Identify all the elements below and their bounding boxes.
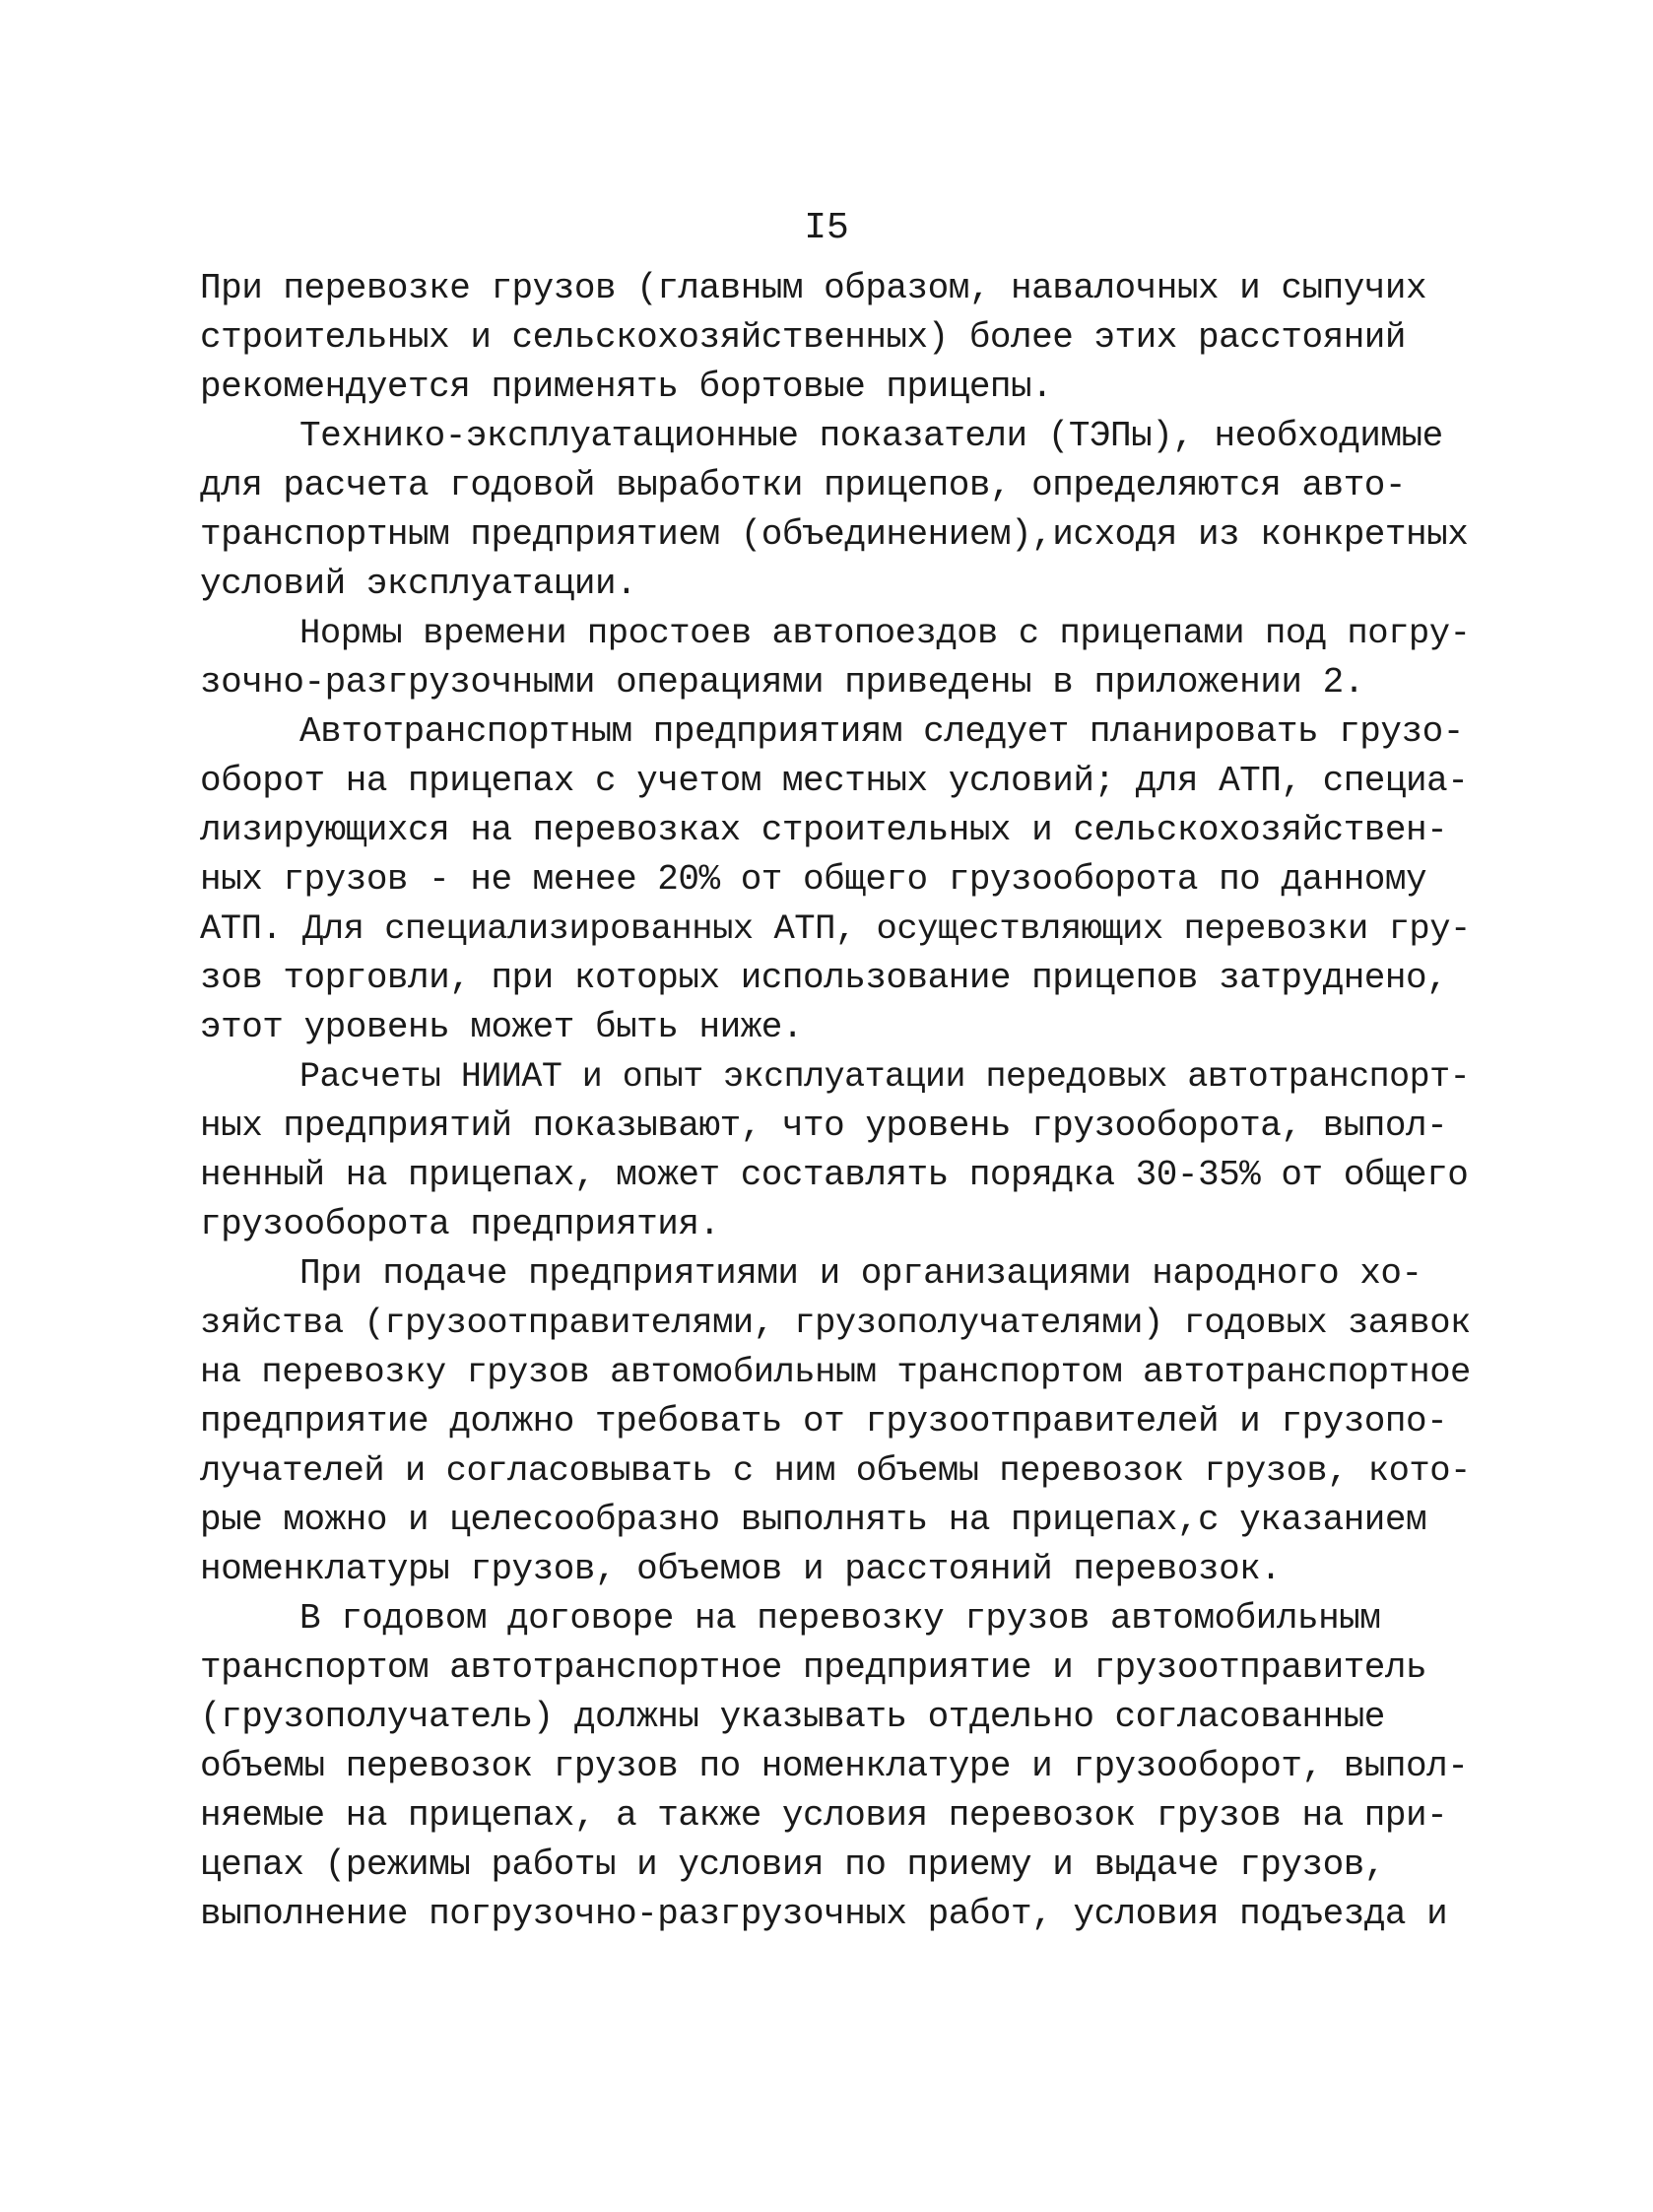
text-line: условий эксплуатации.: [200, 564, 637, 604]
text-line: зочно-разгрузочными операциями приведены в приложении 2.: [200, 662, 1364, 703]
text-line: объемы перевозок грузов по номенклатуре и грузооборот, выпол-: [200, 1746, 1469, 1786]
text-line: оборот на прицепах с учетом местных условий; для АТП, специа-: [200, 761, 1469, 801]
text-line: этот уровень может быть ниже.: [200, 1007, 804, 1047]
text-line: зяйства (грузоотправителями, грузополучателями) годовых заявок: [200, 1303, 1471, 1343]
text-line: предприятие должно требовать от грузоотправителей и грузопо-: [200, 1401, 1448, 1441]
text-line: транспортным предприятием (объединением),исходя из конкретных: [200, 514, 1469, 555]
text-line: ненный на прицепах, может составлять порядка 30-35% от общего: [200, 1155, 1469, 1195]
text-line: (грузополучатель) должны указывать отдельно согласованные: [200, 1697, 1385, 1737]
text-line: ных грузов - не менее 20% от общего грузооборота по данному: [200, 859, 1427, 900]
text-line: транспортом автотранспортное предприятие и грузоотправитель: [200, 1647, 1427, 1688]
text-line: рые можно и целесообразно выполнять на прицепах,с указанием: [200, 1500, 1427, 1540]
text-line: При перевозке грузов (главным образом, навалочных и сыпучих: [200, 268, 1427, 308]
text-line: При подаче предприятиями и организациями народного хо-: [299, 1253, 1422, 1294]
text-line: Расчеты НИИАТ и опыт эксплуатации передовых автотранспорт-: [299, 1057, 1471, 1097]
text-line: лучателей и согласовывать с ним объемы перевозок грузов, кото-: [200, 1450, 1471, 1491]
text-line: зов торговли, при которых использование прицепов затруднено,: [200, 958, 1448, 998]
text-line: В годовом договоре на перевозку грузов автомобильным: [299, 1598, 1381, 1639]
text-line: для расчета годовой выработки прицепов, определяются авто-: [200, 465, 1407, 505]
text-line: на перевозку грузов автомобильным транспортом автотранспортное: [200, 1352, 1471, 1392]
text-line: грузооборота предприятия.: [200, 1204, 720, 1244]
text-line: Автотранспортным предприятиям следует планировать грузо-: [299, 711, 1464, 752]
text-line: лизирующихся на перевозках строительных и сельскохозяйствен-: [200, 810, 1448, 850]
body-text: [200, 264, 1471, 1939]
text-line: няемые на прицепах, а также условия перевозок грузов на при-: [200, 1795, 1448, 1836]
text-line: Технико-эксплуатационные показатели (ТЭПы), необходимые: [299, 416, 1443, 456]
text-line: Нормы времени простоев автопоездов с прицепами под погру-: [299, 613, 1471, 653]
text-line: выполнение погрузочно-разгрузочных работ, условия подъезда и: [200, 1894, 1448, 1934]
page-number: I5: [804, 207, 849, 249]
text-line: строительных и сельскохозяйственных) более этих расстояний: [200, 317, 1407, 358]
text-line: ных предприятий показывают, что уровень грузооборота, выпол-: [200, 1106, 1448, 1146]
text-line: АТП. Для специализированных АТП, осуществляющих перевозки гру-: [200, 908, 1471, 949]
text-line: номенклатуры грузов, объемов и расстояний перевозок.: [200, 1549, 1282, 1589]
text-line: цепах (режимы работы и условия по приему и выдаче грузов,: [200, 1844, 1385, 1885]
text-line: рекомендуется применять бортовые прицепы.: [200, 367, 1053, 407]
